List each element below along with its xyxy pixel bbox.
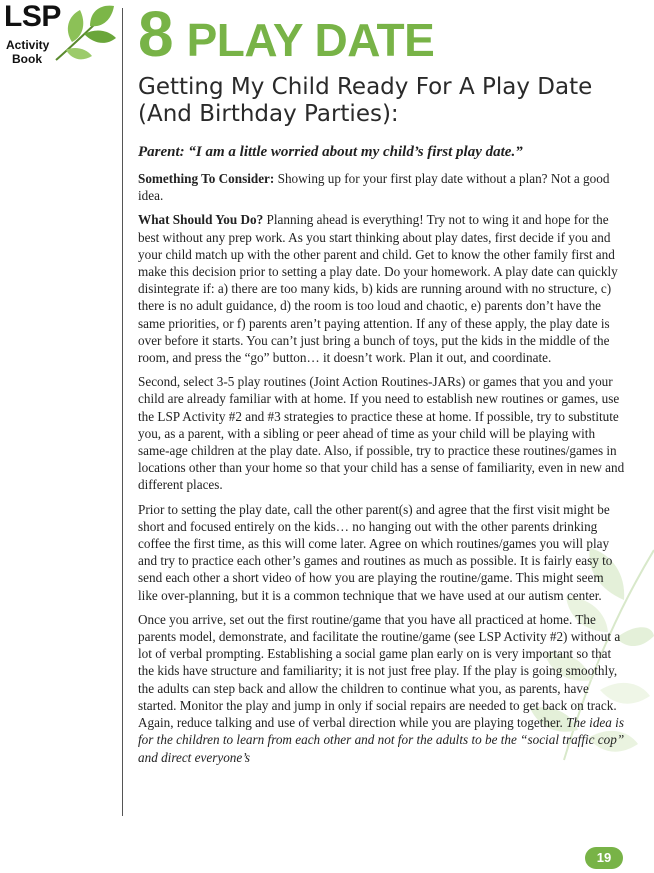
arrive-text: Once you arrive, set out the first routine/game that you have all practiced at home. The parents model, demonstrate, and facilitate the routine/game (see LSP Activity #2) without a lot of verbal prompting. Establishing a social game plan early on is very important so that the kids have structure and familiarity; it is not just free play. If the play is going smoothly, the adults can step back and allow the children to continue what you, as parents, have started. Monitor the play and jump in only if social repairs are needed to get back on track. Again, reduce talking and use of verbal direction while you are playing together. xyxy=(138,611,621,731)
article-body xyxy=(138,170,626,773)
arrive-italic: The idea is for the children to learn from each other and not for the adults to be the “social traffic cop” and direct everyone’s xyxy=(138,715,625,765)
paragraph-prior: Prior to setting the play date, call the other parent(s) and agree that the first visit might be short and focused entirely on the kids… no hanging out with the other parents drinking coffee the first time, as this will come later. Agree on which routines/games you will play and try to practice each other’s games and routines as much as possible. It is fairly easy to send each other a short video of how you are playing the routine/game. This might seem like over-planning, but it is a common technique that we have used at our autism center. xyxy=(138,501,613,603)
vertical-rule xyxy=(122,8,123,816)
paragraph-what-to-do xyxy=(138,211,626,366)
page-number: 19 xyxy=(585,847,623,869)
chapter-number: 8 xyxy=(138,0,173,70)
paragraph-routines: Second, select 3-5 play routines (Joint Action Routines-JARs) or games that you and your child are already familiar with at home. If you need to establish new routines or games, use the LSP Activity #2 and #3 strategies to practice these at home. If possible, try to substitute you, as a parent, with a sibling or peer ahead of time as your child will be playing with same-age children at the play date. Also, if possible, try to practice these routines/games in locations other than your home so that your child has a sense of familiarity, even in new and different places. xyxy=(138,374,625,493)
book-badge xyxy=(0,0,116,80)
chapter-header xyxy=(138,0,435,70)
section-heading: Getting My Child Ready For A Play Date (And Birthday Parties): xyxy=(138,74,593,127)
paragraph-consider xyxy=(138,170,626,204)
what-to-do-text: Planning ahead is everything! Try not to wing it and hope for the best without any prep work. As you start thinking about play dates, first decide if you and your child match up with the other parent and child. Get to know the other family first and make this decision prior to setting a play date. Do your homework. A play date can quickly disintegrate if: a) there are too many kids, b) kids are running around with no structure, c) there is no adult guidance, d) the room is too loud and chaotic, e) parents don’t have the same priorities, or f) parents aren’t paying attention. If any of these apply, the play date is over before it starts. You can’t just bring a bunch of toys, put the kids in the middle of the room, and press the “go” button… it doesn’t work. Plan it out, and coordinate. xyxy=(138,212,618,366)
paragraph-arrive xyxy=(138,611,626,766)
what-to-do-label: What Should You Do? xyxy=(138,212,264,228)
badge-line-2: Book xyxy=(12,52,42,66)
parent-quote: Parent: “I am a little worried about my child’s first play date.” xyxy=(138,144,523,160)
badge-line-1: Activity xyxy=(6,38,50,52)
chapter-title: PLAY DATE xyxy=(186,14,435,66)
consider-text: Showing up for your first play date without a plan? Not a good idea. xyxy=(138,171,610,204)
badge-title: LSP xyxy=(4,0,61,33)
consider-label: Something To Consider: xyxy=(138,171,275,186)
